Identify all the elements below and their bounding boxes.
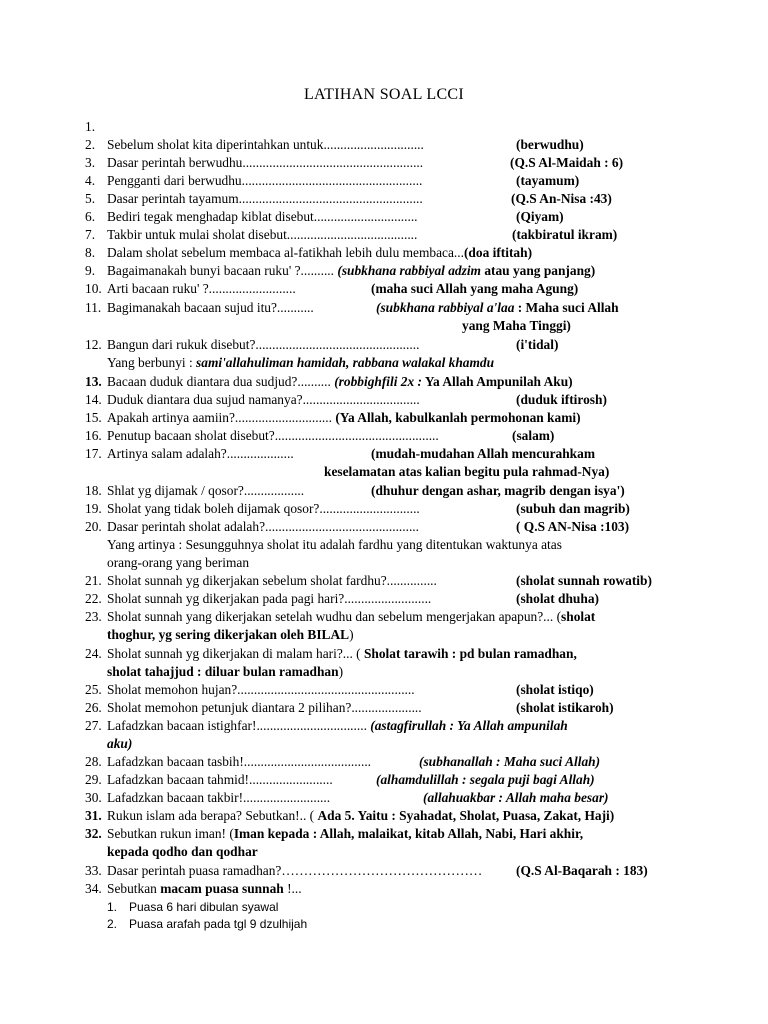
question-20-cont-1: Yang artinya : Sesungguhnya sholat itu adalah fardhu yang ditentukan waktunya atas	[107, 537, 562, 552]
question-17: 17. Artinya salam adalah?....................	[85, 446, 294, 461]
question-18: 18. Shlat yg dijamak / qosor?..................	[85, 483, 305, 498]
question-29: 29. Lafadzkan bacaan tahmid!.........................	[85, 772, 333, 787]
answer-32-cont: kepada qodho dan qodhar	[107, 844, 258, 859]
question-27: 27. Lafadzkan bacaan istighfar!................................. (astagfirullah : Ya Allah ampunilah	[85, 718, 568, 733]
answer-11: (subkhana rabbiyal a'laa : Maha suci Allah	[376, 300, 619, 315]
question-13: 13. Bacaan duduk diantara dua sudjud?.......... (robbighfili 2x : Ya Allah Ampunilah Aku)	[85, 374, 573, 389]
answer-25: (sholat istiqo)	[516, 682, 594, 697]
question-33: 33. Dasar perintah puasa ramadhan?………………………………………	[85, 863, 483, 878]
answer-33: (Q.S Al-Baqarah : 183)	[516, 863, 648, 878]
question-7: 7. Takbir untuk mulai sholat disebut.......................................	[85, 227, 418, 242]
question-23: 23. Sholat sunnah yang dikerjakan setelah wudhu dan sebelum mengerjakan apapun?... (sholat	[85, 609, 596, 624]
answer-27-cont: aku)	[107, 736, 133, 751]
question-26: 26. Sholat memohon petunjuk diantara 2 pilihan?.....................	[85, 700, 422, 715]
question-16: 16. Penutup bacaan sholat disebut?.................................................	[85, 428, 439, 443]
answer-22: (sholat dhuha)	[516, 591, 599, 606]
answer-4: (tayamum)	[516, 173, 580, 188]
question-3: 3. Dasar perintah berwudhu......................................................	[85, 155, 424, 170]
question-25: 25. Sholat memohon hujan?.....................................................	[85, 682, 415, 697]
question-2: 2. Sebelum sholat kita diperintahkan untuk..............................	[85, 137, 424, 152]
answer-29: (alhamdulillah : segala puji bagi Allah)	[376, 772, 595, 787]
answer-19: (subuh dan magrib)	[516, 501, 630, 516]
question-9: 9. Bagaimanakah bunyi bacaan ruku' ?.......... (subkhana rabbiyal adzim atau yang panjang)	[85, 263, 596, 278]
sub-list-item: 1. Puasa 6 hari dibulan syawal	[107, 900, 279, 914]
question-30: 30. Lafadzkan bacaan takbir!..........................	[85, 790, 331, 805]
answer-17: (mudah-mudahan Allah mencurahkam	[371, 446, 595, 461]
question-19: 19. Sholat yang tidak boleh dijamak qosor?..............................	[85, 501, 420, 516]
question-34: 34. Sebutkan macam puasa sunnah !...	[85, 881, 302, 896]
answer-30: (allahuakbar : Allah maha besar)	[423, 790, 609, 805]
question-28: 28. Lafadzkan bacaan tasbih!......................................	[85, 754, 372, 769]
answer-2: (berwudhu)	[516, 137, 584, 152]
question-8: 8. Dalam sholat sebelum membaca al-fatikhah lebih dulu membaca...(doa iftitah)	[85, 245, 533, 260]
answer-14: (duduk iftirosh)	[516, 392, 607, 407]
question-5: 5. Dasar perintah tayamum.......................................................	[85, 191, 423, 206]
question-24-cont: sholat tahajjud : diluar bulan ramadhan)	[107, 664, 344, 679]
answer-6: (Qiyam)	[516, 209, 564, 224]
answer-7: (takbiratul ikram)	[512, 227, 618, 242]
answer-10: (maha suci Allah yang maha Agung)	[371, 281, 579, 296]
page-title: LATIHAN SOAL LCCI	[303, 86, 465, 103]
question-31: 31. Rukun islam ada berapa? Sebutkan!.. ( Ada 5. Yaitu : Syahadat, Sholat, Puasa, Zakat, Haji)	[85, 808, 615, 823]
question-11: 11. Bagimanakah bacaan sujud itu?...........	[85, 300, 314, 315]
question-32: 32. Sebutkan rukun iman! (Iman kepada : Allah, malaikat, kitab Allah, Nabi, Hari akhir,	[85, 826, 584, 841]
answer-18: (dhuhur dengan ashar, magrib dengan isya')	[371, 483, 625, 498]
question-23-cont: thoghur, yg sering dikerjakan oleh BILAL)	[107, 627, 354, 642]
question-12: 12. Bangun dari rukuk disebut?.................................................	[85, 337, 420, 352]
answer-21: (sholat sunnah rowatib)	[516, 573, 652, 588]
question-24: 24. Sholat sunnah yg dikerjakan di malam hari?... ( Sholat tarawih : pd bulan ramadhan,	[85, 646, 577, 661]
answer-16: (salam)	[512, 428, 555, 443]
answer-5: (Q.S An-Nisa :43)	[511, 191, 612, 206]
question-21: 21. Sholat sunnah yg dikerjakan sebelum sholat fardhu?...............	[85, 573, 437, 588]
answer-20: ( Q.S AN-Nisa :103)	[516, 519, 630, 534]
answer-3: (Q.S Al-Maidah : 6)	[510, 155, 624, 170]
answer-11-cont: yang Maha Tinggi)	[462, 318, 571, 333]
answer-17-cont: keselamatan atas kalian begitu pula rahmad-Nya)	[324, 464, 610, 479]
sub-list-item: 2. Puasa arafah pada tgl 9 dzulhijah	[107, 917, 308, 931]
question-4: 4. Pengganti dari berwudhu......................................................	[85, 173, 423, 188]
question-20: 20. Dasar perintah sholat adalah?..............................................	[85, 519, 420, 534]
answer-12: (i'tidal)	[516, 337, 559, 352]
question-22: 22. Sholat sunnah yg dikerjakan pada pagi hari?..........................	[85, 591, 432, 606]
question-10: 10. Arti bacaan ruku' ?..........................	[85, 281, 296, 296]
question-12-cont: Yang berbunyi : sami'allahuliman hamidah, rabbana walakal khamdu	[107, 355, 495, 370]
answer-26: (sholat istikaroh)	[516, 700, 614, 715]
question-14: 14. Duduk diantara dua sujud namanya?...................................	[85, 392, 420, 407]
question-15: 15. Apakah artinya aamiin?............................. (Ya Allah, kabulkanlah permohonan kami)	[85, 410, 581, 425]
question-6: 6. Bediri tegak menghadap kiblat disebut...............................	[85, 209, 418, 224]
answer-28: (subhanallah : Maha suci Allah)	[419, 754, 601, 769]
question-1: 1.	[85, 119, 96, 134]
question-20-cont-2: orang-orang yang beriman	[107, 555, 250, 570]
